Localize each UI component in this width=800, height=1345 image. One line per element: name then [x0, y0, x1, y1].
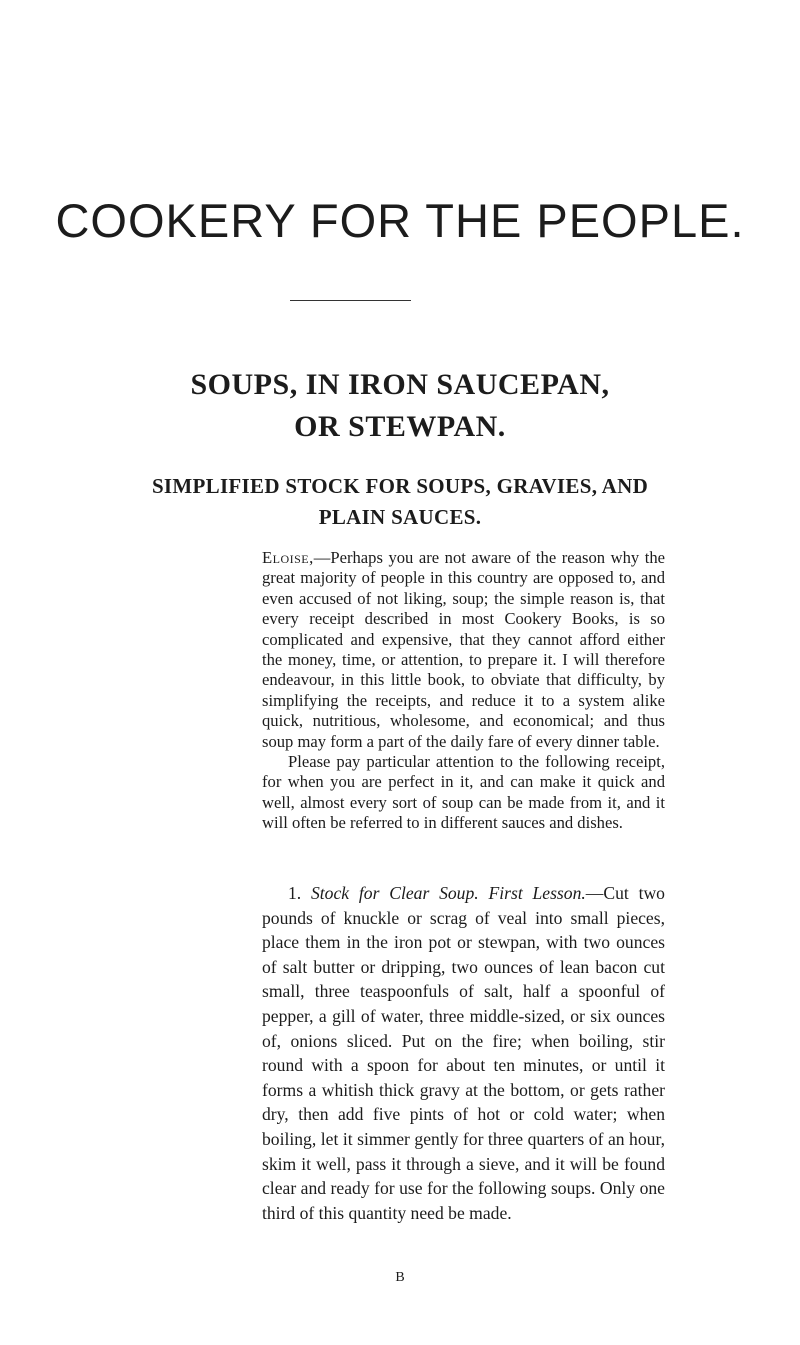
- section-title: [0, 364, 800, 448]
- book-title: COOKERY FOR THE PEOPLE.: [55, 194, 745, 247]
- lesson-heading: Stock for Clear Soup.: [311, 883, 479, 903]
- intro-paragraph-1-text: —Perhaps you are not aware of the reason why the great majority of people in this country are opposed to, and even accused of not liking, soup; the simple reason is, that every receipt described in most Cookery Books, is so complicated and expensive, that they cannot afford either the money, time, or attention, to prepare it. I will therefore endeavour, in this little book, to obviate that difficulty, by simplifying the receipts, and reduce it to a system alike quick, nutritious, wholesome, and economical; and thus soup may form a part of the daily fare of every dinner table.: [262, 548, 665, 751]
- lesson-label: First Lesson.: [488, 883, 586, 903]
- section-title-line-1: SOUPS, IN IRON SAUCEPAN,: [190, 368, 610, 401]
- lesson-text: [262, 881, 665, 1225]
- intro-paragraph-1: [262, 548, 665, 752]
- intro-paragraph-2: Please pay particular attention to the following receipt, for when you are perfect in it, and can make it quick and well, almost every sort of soup can be made from it, and it will often be referred to in different sauces and dishes.: [262, 752, 665, 833]
- lesson-body: —Cut two pounds of knuckle or scrag of veal into small pieces, place them in the iron pot or stewpan, with two ounces of salt butter or dripping, two ounces of lean bacon cut small, three teaspoonfuls of salt, half a spoonful of pepper, a gill of water, three middle-sized, or six ounces of, onions sliced. Put on the fire; when boiling, stir round with a spoon for about ten minutes, or until it forms a whitish thick gravy at the bottom, or gets rather dry, then add five pints of hot or cold water; when boiling, let it simmer gently for three quarters of an hour, skim it well, pass it through a sieve, and it will be found clear and ready for use for the following soups. Only one third of this quantity need be made.: [262, 883, 665, 1223]
- section-subtitle: [0, 471, 800, 533]
- speaker-name: Eloise,: [262, 548, 314, 567]
- subtitle-line-1: SIMPLIFIED STOCK FOR SOUPS, GRAVIES, AND: [151, 474, 649, 498]
- lesson-paragraph: [262, 881, 665, 1225]
- title-divider-rule: [290, 300, 411, 301]
- intro-text: [262, 548, 665, 834]
- lesson-number: 1.: [288, 883, 302, 903]
- section-title-line-2: OR STEWPAN.: [294, 410, 506, 443]
- printer-signature-mark: B: [395, 1270, 405, 1285]
- subtitle-line-2: PLAIN SAUCES.: [318, 505, 482, 529]
